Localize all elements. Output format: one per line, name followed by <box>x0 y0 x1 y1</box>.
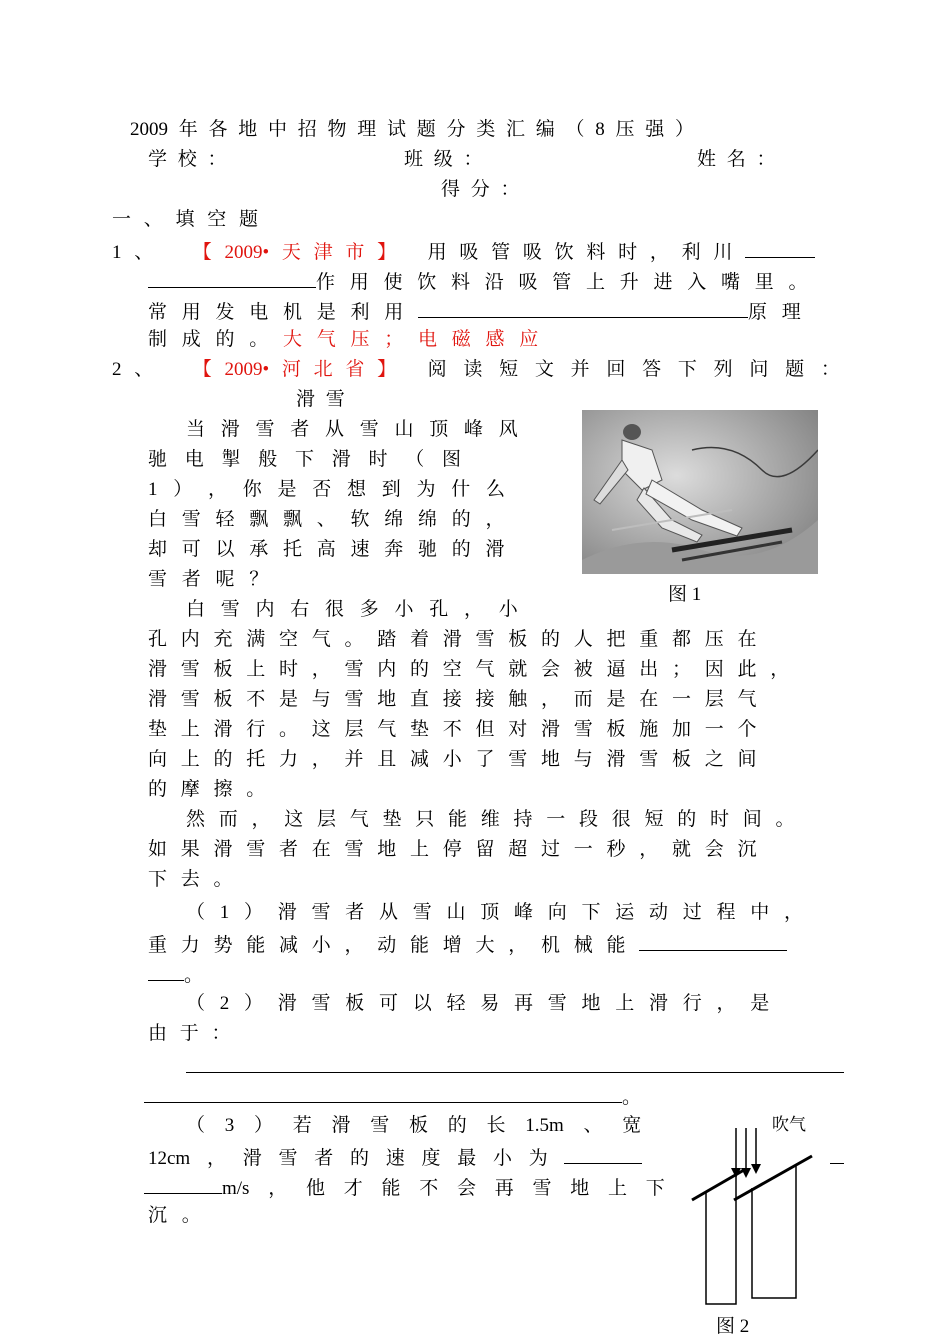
sub1-blank-cont <box>148 958 184 981</box>
article-line: 下 去 。 <box>148 869 233 890</box>
q1-blank-1-cont <box>148 265 316 288</box>
class-label: 班 级 ： <box>404 149 483 170</box>
sub3-line4: 沉 。 <box>148 1205 201 1226</box>
article-line: 孔 内 充 满 空 气 。 踏 着 滑 雪 板 的 人 把 重 都 压 在 <box>148 629 757 650</box>
sub2-line2: 由 于 ： <box>148 1023 231 1044</box>
q1-text-4: 制 成 的 。 <box>148 329 269 350</box>
skier-photo <box>582 410 818 574</box>
article-line: 白 雪 内 右 很 多 小 孔 ， 小 <box>186 599 518 620</box>
q2-source: 【 2009• 河 北 省 】 <box>192 359 397 380</box>
article-line: 白 雪 轻 飘 飘 、 软 绵 绵 的 ， <box>148 509 505 530</box>
sub2-blank <box>186 1050 844 1073</box>
name-label: 姓 名 ： <box>697 149 776 170</box>
article-line: 向 上 的 托 力 ， 并 且 减 小 了 雪 地 与 滑 雪 板 之 间 <box>148 749 757 770</box>
sub3-line3 <box>144 1171 665 1204</box>
article-line: 1 ） ， 你 是 否 想 到 为 什 么 <box>148 479 506 500</box>
q2-number: 2 、 <box>112 359 154 380</box>
score-label: 得 分 ： <box>441 179 520 200</box>
article-line: 当 滑 雪 者 从 雪 山 顶 峰 风 <box>186 419 518 440</box>
figure1-caption: 图 1 <box>668 584 702 605</box>
school-label: 学 校 ： <box>148 149 227 170</box>
blow-air-label: 吹气 <box>772 1115 806 1135</box>
figure2-papers-diagram <box>684 1108 834 1312</box>
q1-line3 <box>148 295 801 328</box>
sub1-line3 <box>148 958 203 991</box>
article-line: 垫 上 滑 行 。 这 层 气 垫 不 但 对 滑 雪 板 施 加 一 个 <box>148 719 757 740</box>
sub3-blank-cont <box>144 1171 222 1194</box>
article-line: 然 而 ， 这 层 气 垫 只 能 维 持 一 段 很 短 的 时 间 。 <box>186 809 795 830</box>
q1-line1 <box>112 235 815 268</box>
article-line: 驰 电 掣 般 下 滑 时 （ 图 <box>148 449 462 470</box>
article-line: 的 摩 擦 。 <box>148 779 266 800</box>
sub1-line2 <box>148 928 787 961</box>
article-line: 雪 者 呢 ？ <box>148 569 269 590</box>
sub3-line2 <box>148 1141 642 1174</box>
q1-text-2: 作 用 使 饮 料 沿 吸 管 上 升 进 入 嘴 里 。 <box>316 272 808 293</box>
article-title: 滑 雪 <box>296 389 345 410</box>
q2-line1 <box>112 355 840 385</box>
q1-text-3-end: 原 理 <box>748 302 801 323</box>
sub2-end: 。 <box>622 1087 642 1108</box>
sub2-line1: （ 2 ） 滑 雪 板 可 以 轻 易 再 雪 地 上 滑 行 ， 是 <box>186 993 770 1014</box>
sub1-blank <box>639 928 787 951</box>
document-title: 2009 年 各 地 中 招 物 理 试 题 分 类 汇 编 （ 8 压 强 ） <box>130 119 695 140</box>
q1-blank-1 <box>745 235 815 258</box>
q1-text-1: 用 吸 管 吸 饮 料 时 ， 利 川 <box>427 242 733 263</box>
sub1-end: 。 <box>184 965 204 986</box>
article-line: 如 果 滑 雪 者 在 雪 地 上 停 留 超 过 一 秒 ， 就 会 沉 <box>148 839 757 860</box>
figure2-caption: 图 2 <box>716 1316 750 1337</box>
q1-answer: 大 气 压 ； 电 磁 感 应 <box>283 329 539 350</box>
article-line: 滑 雪 板 不 是 与 雪 地 直 接 接 触 ， 而 是 在 一 层 气 <box>148 689 757 710</box>
sub3-line1: （ 3 ） 若 滑 雪 板 的 长 1.5m 、 宽 <box>186 1115 642 1136</box>
sub3-blank <box>564 1141 642 1164</box>
q1-line2 <box>148 265 808 298</box>
q2-prompt: 阅 读 短 文 并 回 答 下 列 问 题 ： <box>427 359 840 380</box>
q1-number: 1 、 <box>112 242 154 263</box>
skier-illustration <box>582 410 818 574</box>
q1-blank-2 <box>418 295 748 318</box>
sub1-text: 重 力 势 能 减 小 ， 动 能 增 大 ， 机 械 能 <box>148 935 626 956</box>
article-line: 却 可 以 承 托 高 速 奔 驰 的 滑 <box>148 539 505 560</box>
sub2-answer-line1 <box>186 1050 844 1083</box>
sub1-line1: （ 1 ） 滑 雪 者 从 雪 山 顶 峰 向 下 运 动 过 程 中 ， <box>186 902 804 923</box>
q1-line4 <box>148 325 538 355</box>
section-title: 一 、 填 空 题 <box>112 209 259 230</box>
article-line: 滑 雪 板 上 时 ， 雪 内 的 空 气 就 会 被 逼 出 ； 因 此 ， <box>148 659 790 680</box>
sub2-answer-line2 <box>144 1080 641 1113</box>
sub3-unit-text: m/s ， 他 才 能 不 会 再 雪 地 上 下 <box>222 1178 665 1199</box>
sub2-blank-cont <box>144 1080 622 1103</box>
q1-source: 【 2009• 天 津 市 】 <box>192 242 397 263</box>
sub3-text-2: 12cm ， 滑 雪 者 的 速 度 最 小 为 <box>148 1148 548 1169</box>
q1-text-3: 常 用 发 电 机 是 利 用 <box>148 302 404 323</box>
